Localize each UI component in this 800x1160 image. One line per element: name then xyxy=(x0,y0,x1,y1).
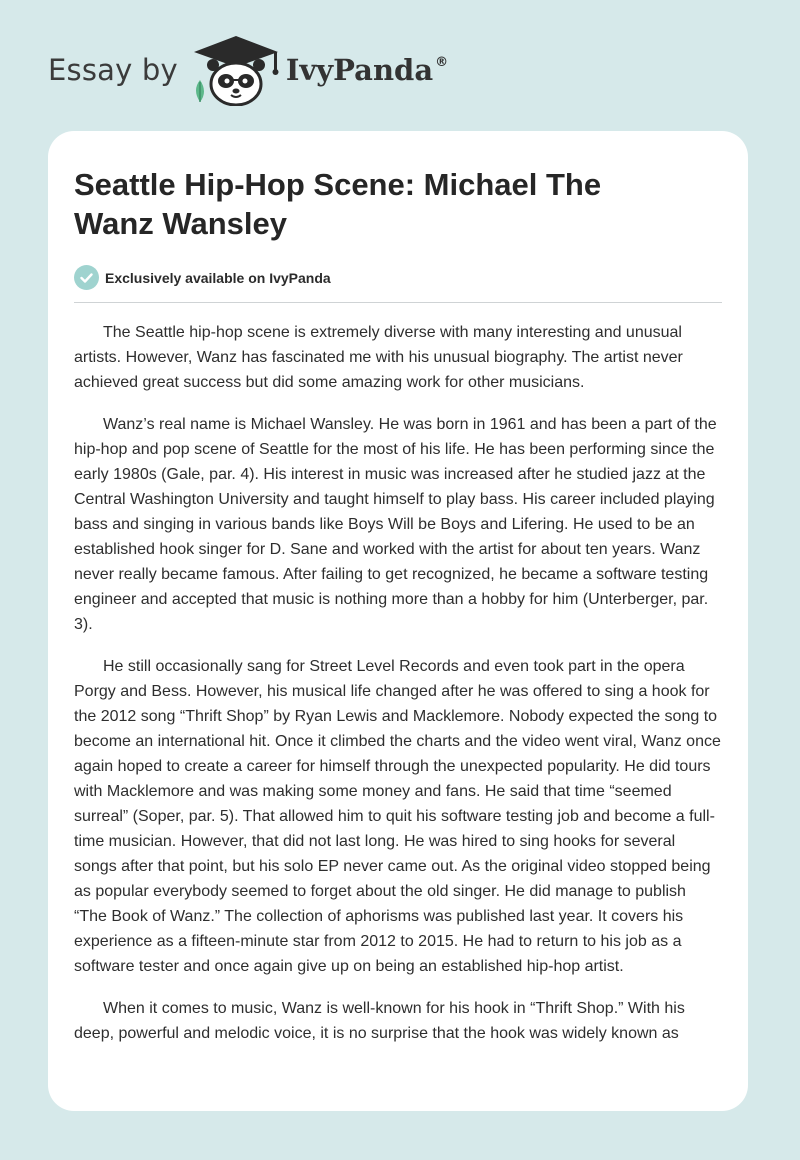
divider xyxy=(74,302,722,303)
essay-body xyxy=(74,320,722,1046)
essay-by-label: Essay by xyxy=(48,53,178,87)
paragraph: The Seattle hip-hop scene is extremely diverse with many interesting and unusual artists. However, Wanz has fascinated me with his unusual biography. The artist never achieved great success but did some amazing work for other musicians. xyxy=(74,324,683,391)
exclusive-badge xyxy=(74,265,722,290)
registered-mark: ® xyxy=(435,55,449,70)
essay-card xyxy=(48,131,748,1111)
paragraph: Wanz’s real name is Michael Wansley. He was born in 1961 and has been a part of the hip-hop and pop scene of Seattle for the most of his life. He has been performing since the early 1980s (Gale, par. 4). His interest in music was increased after he studied jazz at the Central Washington University and taught himself to play bass. His career included playing bass and singing in various bands like Boys Will be Boys and Lifering. He used to be an established hook singer for D. Sane and worked with the artist for about ten years. Wanz never really became famous. After failing to get recognized, he became a software testing engineer and accepted that music is nothing more than a hobby for him (Unterberger, par. 3). xyxy=(74,416,717,633)
ivypanda-logo[interactable] xyxy=(190,34,282,106)
brand-name-text: IvyPanda xyxy=(285,53,434,87)
paragraph: He still occasionally sang for Street Level Records and even took part in the opera Porgy and Bess. However, his musical life changed after he was offered to sing a hook for the 2012 song “Thrift Shop” by Ryan Lewis and Macklemore. Nobody expected the song to become an international hit. Once it climbed the charts and the video went viral, Wanz once again hoped to create a career for himself through the unexpected popularity. He did tours with Macklemore and was making some money and fans. He said that time “seemed surreal” (Soper, par. 5). That allowed him to quit his software testing job and become a full-time musician. However, that did not last long. He was hired to sing hooks for several songs after that point, but his solo EP never came out. As the original video stopped being as popular everybody seemed to forget about the old singer. He did manage to publish “The Book of Wanz.” The collection of aphorisms was published last year. It covers his experience as a fifteen-minute star from 2012 to 2015. He had to return to his job as a software tester and once again give up on being an established hip-hop artist. xyxy=(74,658,721,975)
paragraph: When it comes to music, Wanz is well-known for his hook in “Thrift Shop.” With his deep, powerful and melodic voice, it is no surprise that the hook was widely known as xyxy=(74,1000,685,1042)
exclusive-label: Exclusively available on IvyPanda xyxy=(105,269,331,286)
brand-name xyxy=(286,53,448,87)
panda-graduate-icon xyxy=(190,34,282,106)
checkmark-icon xyxy=(74,265,99,290)
essay-title: Seattle Hip-Hop Scene: Michael The Wanz Wansley xyxy=(74,167,602,241)
site-header xyxy=(48,34,448,106)
